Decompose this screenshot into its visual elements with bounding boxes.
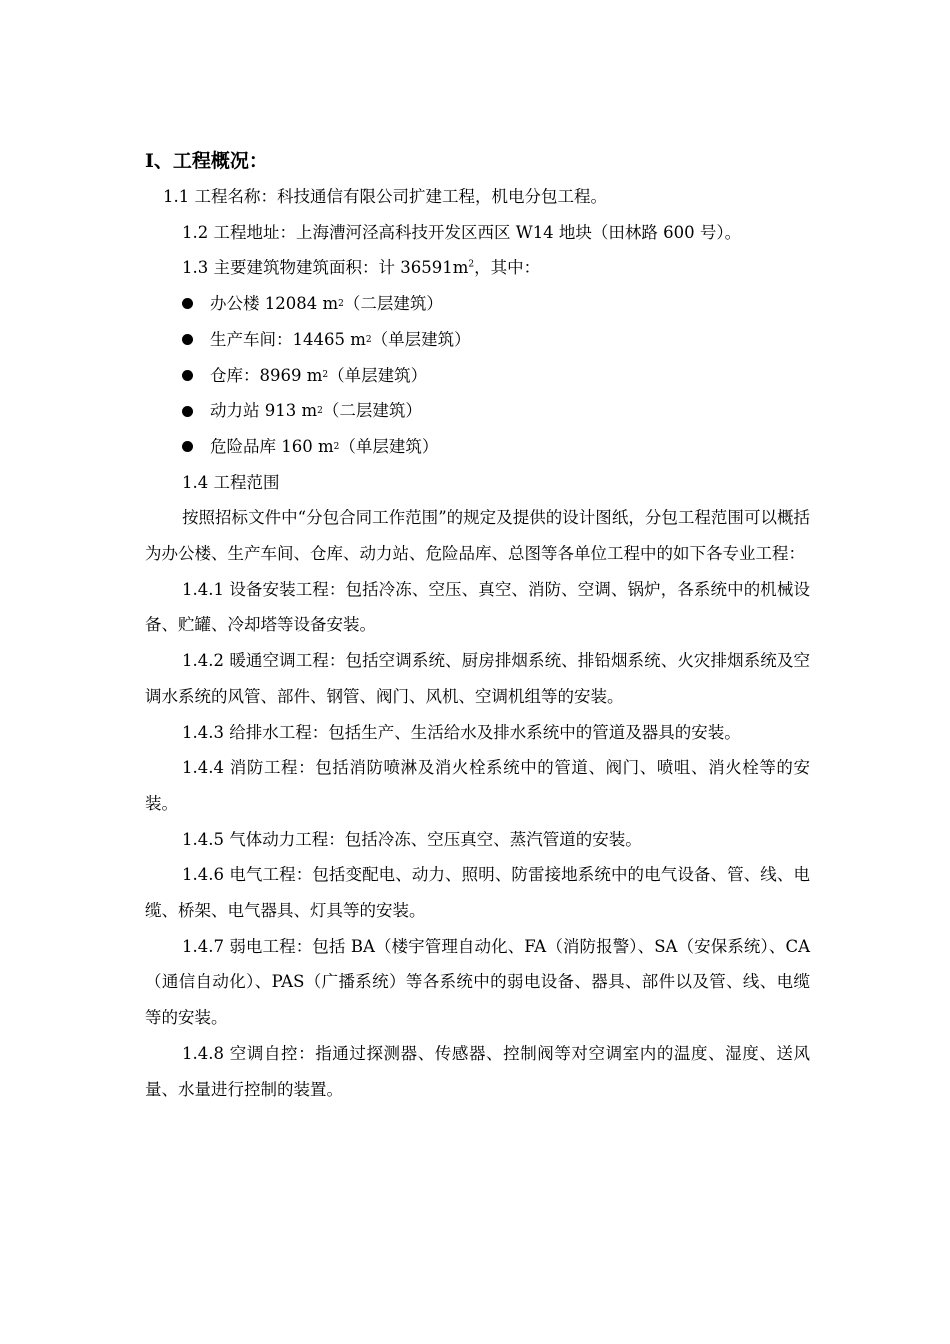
project-name-line: 1.1 工程名称：科技通信有限公司扩建工程，机电分包工程。 [163,187,607,206]
bullet-icon [182,441,193,452]
building-text: 仓库：8969 m [210,365,323,385]
building-text: 办公楼 12084 m [210,294,339,314]
scope-item-electrical: 1.4.6 电气工程：包括变配电、动力、照明、防雷接地系统中的电气设备、管、线、电缆、桥架、电气器具、灯具等的安装。 [145,865,810,921]
building-area-suffix: ，其中： [474,258,541,278]
section-heading: Ⅰ、工程概况： [145,150,268,172]
scope-item-fire-protection: 1.4.4 消防工程：包括消防喷淋及消火栓系统中的管道、阀门、喷咀、消火栓等的安装。 [145,758,810,813]
scope-item-equipment: 1.4.1 设备安装工程：包括冷冻、空压、真空、消防、空调、锅炉，各系统中的机械设备、贮罐、冷却塔等设备安装。 [145,579,810,635]
scope-intro-paragraph: 按照招标文件中“分包合同工作范围”的规定及提供的设计图纸，分包工程范围可以概括为办公楼、生产车间、仓库、动力站、危险品库、总图等各单位工程中的如下各专业工程： [145,508,810,564]
scope-heading: 1.4 工程范围 [182,472,280,492]
scope-item-plumbing: 1.4.3 给排水工程：包括生产、生活给水及排水系统中的管道及器具的安装。 [182,722,741,742]
building-item-hazardous-store: 危险品库 160 m 2 （单层建筑） [145,429,810,465]
superscript: 2 [468,259,475,270]
building-text: 生产车间：14465 m [210,329,366,349]
scope-item-hvac-control: 1.4.8 空调自控：指通过探测器、传感器、控制阀等对空调室内的温度、湿度、送风量、水量进行控制的装置。 [145,1043,810,1099]
scope-item-hvac: 1.4.2 暖通空调工程：包括空调系统、厨房排烟系统、排铅烟系统、火灾排烟系统及空调水系统的风管、部件、钢管、阀门、风机、空调机组等的安装。 [145,651,810,706]
building-item-workshop: 生产车间：14465 m 2 （单层建筑） [145,322,810,358]
bullet-icon [182,370,193,381]
building-area-line [145,250,810,286]
building-item-warehouse: 仓库：8969 m 2 （单层建筑） [145,358,810,394]
building-text: 危险品库 160 m [210,436,334,456]
building-text: 动力站 913 m [210,401,318,421]
bullet-icon [182,334,193,345]
project-address-line: 1.2 工程地址：上海漕河泾高科技开发区西区 W14 地块（田林路 600 号）。 [182,222,742,242]
building-area-text: 1.3 主要建筑物建筑面积：计 36591m [182,258,469,278]
bullet-icon [182,298,193,309]
building-item-power-station: 动力站 913 m 2 （二层建筑） [145,393,810,429]
bullet-icon [182,406,193,417]
building-note: （单层建筑） [371,329,471,349]
building-note: （单层建筑） [339,436,439,456]
document-body [145,143,810,1107]
building-note: （二层建筑） [322,401,422,421]
building-item-office: 办公楼 12084 m 2 （二层建筑） [145,286,810,322]
building-note: （单层建筑） [328,365,428,385]
scope-item-low-voltage: 1.4.7 弱电工程：包括 BA（楼宇管理自动化、FA（消防报警）、SA（安保系统）、CA（通信自动化）、PAS（广播系统）等各系统中的弱电设备、器具、部件以及管、线、电缆等的安装。 [145,936,810,1028]
building-note: （二层建筑） [343,294,443,314]
scope-item-gas-power: 1.4.5 气体动力工程：包括冷冻、空压真空、蒸汽管道的安装。 [182,829,642,849]
